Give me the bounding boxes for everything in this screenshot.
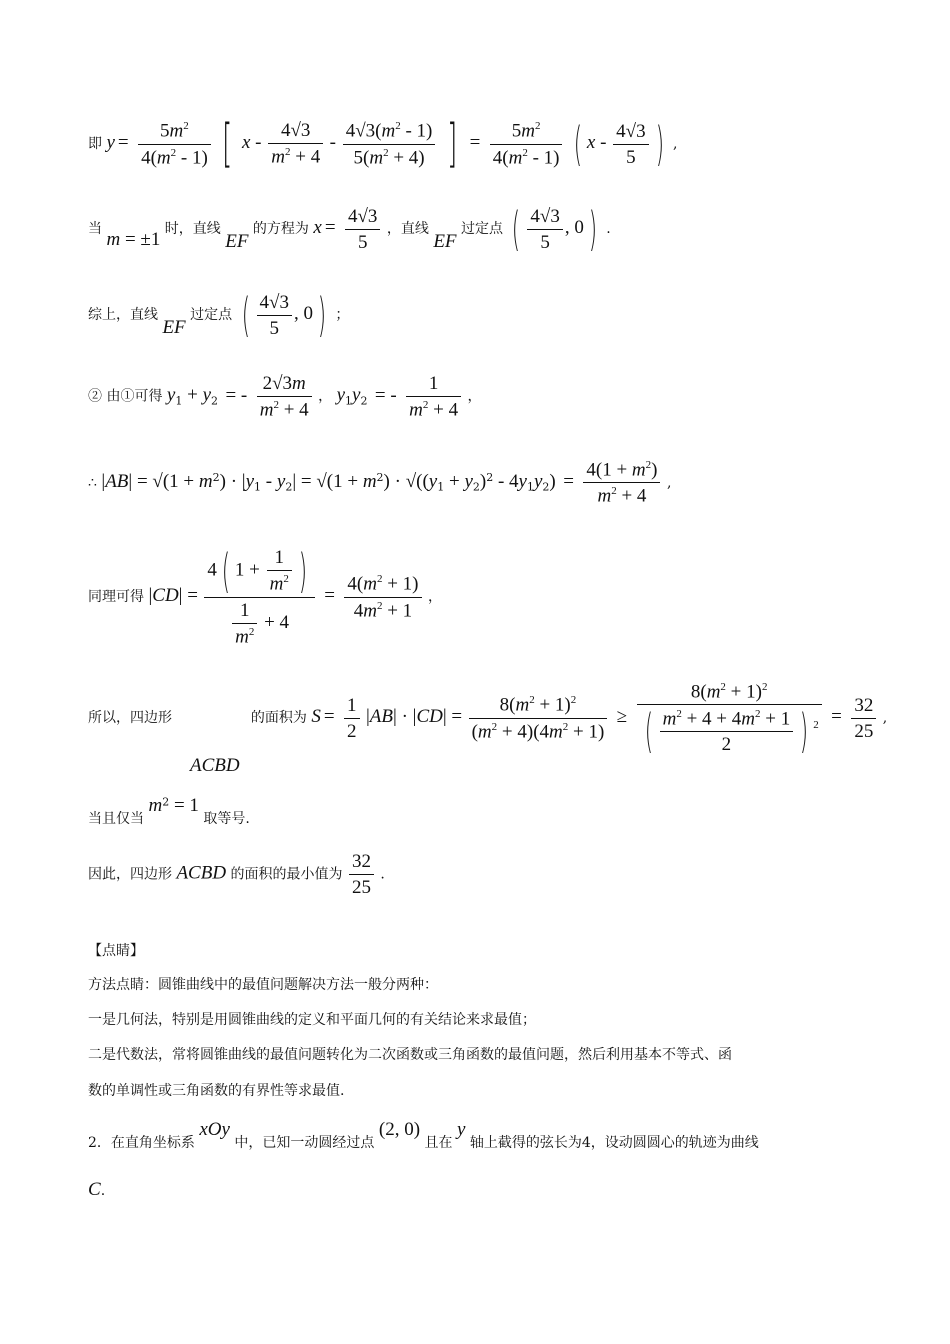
text: 取等号. (203, 811, 250, 827)
dianjing-p1: 方法点睛：圆锥曲线中的最值问题解决方法一般分两种： (88, 977, 438, 993)
text: ∴ (88, 474, 97, 491)
text: . (100, 1183, 106, 1199)
equation-line-5: ∴ $|AB| = √(1 + m^2) \cdot |y_1 - y_2| = √(1 + m^2) \cdot √((y_1 + y_2)^2 - 4y_1y_2)$ = $\frac{4(1 + m^2)}{m^2 + 4}$ , (88, 459, 672, 507)
text: 轴上截得的弦长为4，设动圆圆心的轨迹为曲线 (469, 1135, 759, 1151)
text: ② 由①可得 (88, 388, 163, 405)
text: . (606, 221, 611, 237)
dianjing-title: 【点睛】 (88, 943, 144, 959)
text: , (666, 474, 672, 491)
equation-line-8: 当且仅当 $m^2 = 1$ 取等号. (88, 795, 250, 827)
text: 当且仅当 (88, 811, 144, 827)
text: ， (467, 388, 482, 405)
equation-line-2: 当 m = ±1 时，直线 EF 的方程为 x = $\frac{4√3}{5}$ ，直线 EF 过定点 ( $\frac{4√3}{5}$ , 0 ) . (88, 202, 611, 256)
text: 综上，直线 (88, 307, 158, 323)
equation-line-7: 所以，四边形 的面积为 S = $\frac{1}{2}$ |AB| · |CD| = $\frac{8(m^2 + 1)^2}{(m^2 + 4)(4m^2 + 1)}$ ≥ $8(m^2 + 1)^2$ ( $\frac{m^2 + 4 + 4m^2 + 1}{2}$ ) $^2$ = $\frac{32}{25}$ , (88, 681, 888, 759)
text: 时，直线 (164, 221, 221, 237)
quad-label: ACBD (190, 755, 240, 776)
text: 的面积的最小值为 (230, 866, 343, 883)
text: . (380, 866, 385, 883)
text: 过定点 (461, 221, 503, 237)
text: , (882, 710, 888, 727)
dianjing-p3: 二是代数法，常将圆锥曲线的最值问题转化为二次函数或三角函数的最值问题，然后利用基本不等式、函 (88, 1047, 732, 1063)
text: 同理可得 (88, 589, 144, 606)
text: , (673, 136, 678, 152)
text: 且在 (424, 1135, 453, 1151)
text: 的面积为 (250, 710, 307, 727)
text: 即 (88, 136, 102, 152)
text: ， (427, 589, 442, 606)
text: 因此，四边形 (88, 866, 172, 883)
text: ， (318, 388, 333, 405)
question-2: 2．在直角坐标系 xOy 中，已知一动圆经过点 (2, 0) 且在 y 轴上截得的弦长为4，设动圆圆心的轨迹为曲线 (88, 1119, 759, 1151)
equation-line-9: 因此，四边形 ACBD 的面积的最小值为 $\frac{32}{25}$ . (88, 851, 385, 898)
equation-line-3: 综上，直线 EF 过定点 ( $\frac{4√3}{5}$ , 0 ) ； (88, 288, 350, 342)
text: 的方程为 (252, 221, 309, 237)
text: 所以，四边形 (88, 710, 172, 727)
text: ； (335, 307, 350, 323)
text: 中，已知一动圆经过点 (234, 1135, 375, 1151)
equation-line-6: 同理可得 |CD| = 4 ( 1 + $\frac{1}{m^2}$ ) $\frac{1}{m^2}$ + 4 = $\frac{4(m^2 + 1)}{4m^2 + 1}$ ， (88, 544, 442, 648)
text: 过定点 (190, 307, 233, 323)
dianjing-p2: 一是几何法，特别是用圆锥曲线的定义和平面几何的有关结论来求最值； (88, 1012, 536, 1028)
equation-line-1: 即 y = $\frac{5m^2}{4(m^2 - 1)}$ [ x - $\frac{4√3}{m^2 + 4}$ - $\frac{4√3(m^2 - 1)}{5(m^2 + 4)}$ ] = $\frac{5m^2}{4(m^2 - 1)}$ ( x - $\frac{4√3}{5}$ ) , (88, 114, 678, 174)
dianjing-p4: 数的单调性或三角函数的有界性等求最值. (88, 1083, 345, 1099)
question-2-curve: C. (88, 1179, 106, 1200)
text: 当 (88, 221, 102, 237)
equation-line-4: ② 由①可得 $y_1 + y_2$ = - $\frac{2√3m}{m^2 + 4}$ ， $y_1y_2$ = - $\frac{1}{m^2 + 4}$ ， (88, 373, 482, 421)
text: ，直线 (386, 221, 429, 237)
text: 2．在直角坐标系 (88, 1135, 195, 1151)
